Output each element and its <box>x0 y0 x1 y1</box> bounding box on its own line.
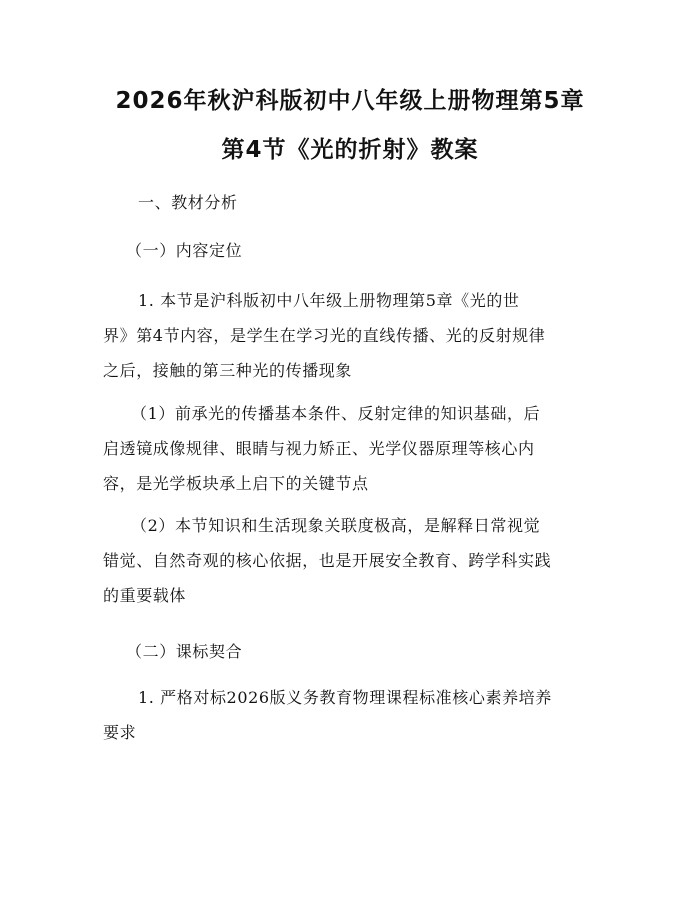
paragraph-sub-2 <box>103 508 613 613</box>
paragraph-sub-1 <box>103 396 613 501</box>
section-heading-textbook-analysis: 一、教材分析 <box>138 193 238 212</box>
paragraph-line: （1）前承光的传播基本条件、反射定律的知识基础，后 <box>131 404 541 423</box>
paragraph-line: 1. 严格对标2026版义务教育物理课程标准核心素养培养 <box>138 688 552 707</box>
subsection-heading-content-positioning: （一）内容定位 <box>126 241 243 260</box>
paragraph-line: 要求 <box>103 723 137 742</box>
paragraph-line: （2）本节知识和生活现象关联度极高，是解释日常视觉 <box>131 516 541 535</box>
paragraph-line: 启透镜成像规律、眼睛与视力矫正、光学仪器原理等核心内 <box>103 439 535 458</box>
paragraph-line: 容，是光学板块承上启下的关键节点 <box>103 474 369 493</box>
paragraph-item-2 <box>103 680 613 750</box>
paragraph-line: 界》第4节内容，是学生在学习光的直线传播、光的反射规律 <box>103 326 546 345</box>
paragraph-line: 1. 本节是沪科版初中八年级上册物理第5章《光的世 <box>138 291 520 310</box>
document-title-line-2: 第4节《光的折射》教案 <box>221 137 479 163</box>
document-title-line-1: 2026年秋沪科版初中八年级上册物理第5章 <box>115 88 585 114</box>
paragraph-item-1 <box>103 283 613 388</box>
subsection-heading-curriculum-alignment: （二）课标契合 <box>126 642 243 661</box>
paragraph-line: 的重要载体 <box>103 586 187 605</box>
paragraph-line: 错觉、自然奇观的核心依据，也是开展安全教育、跨学科实践 <box>103 551 552 570</box>
paragraph-line: 之后，接触的第三种光的传播现象 <box>103 361 353 380</box>
